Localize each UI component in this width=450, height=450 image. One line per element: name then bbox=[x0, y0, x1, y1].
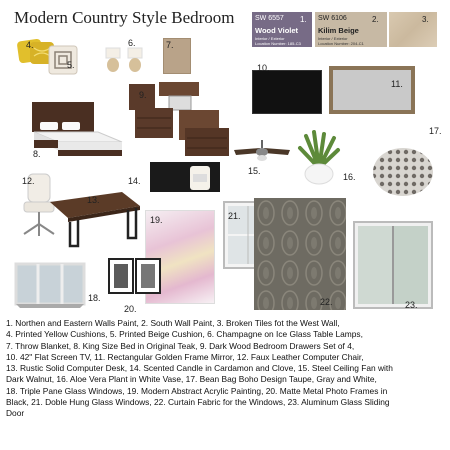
paint-swatch-kilim-beige bbox=[315, 12, 387, 47]
triple-pane-window-image bbox=[14, 262, 86, 308]
paint-swatch-wood-violet bbox=[252, 12, 312, 47]
item-number: 17. bbox=[429, 126, 442, 136]
curtain-fabric-image bbox=[254, 198, 346, 310]
item-number: 9. bbox=[139, 90, 147, 100]
swatch-subtitle: Interior / Exterior bbox=[255, 36, 285, 41]
item-number: 7. bbox=[166, 40, 174, 50]
item-number: 19. bbox=[150, 215, 163, 225]
bean-bag-image bbox=[370, 140, 436, 198]
flat-screen-tv-image bbox=[252, 70, 322, 114]
item-number: 22. bbox=[320, 297, 333, 307]
photo-frame-right bbox=[135, 258, 161, 294]
swatch-code: SW 6557 bbox=[255, 15, 284, 22]
swatch-subtitle: Interior / Exterior bbox=[318, 36, 348, 41]
item-number: 5. bbox=[67, 60, 75, 70]
caption-line: 1. Northen and Eastern Walls Paint, 2. South Wall Paint, 3. Broken Tiles fot the West Wall, bbox=[6, 318, 340, 328]
caption-line: 7. Throw Blanket, 8. King Size Bed in Original Teak, 9. Dark Wood Bedroom Drawers Set of 4, bbox=[6, 340, 355, 351]
caption-line: 10. 42" Flat Screen TV, 11. Rectangular Golden Frame Mirror, 12. Faux Leather Computer Chair, bbox=[6, 351, 364, 362]
golden-frame-mirror-image bbox=[329, 66, 415, 114]
caption-line: 13. Rustic Solid Computer Desk, 14. Scented Candle in Cardamon and Clove, 15. Steel Ceiling Fan with bbox=[6, 363, 393, 374]
page-title: Modern Country Style Bedroom bbox=[14, 8, 235, 27]
broken-tiles-swatch bbox=[389, 12, 437, 47]
item-number: 16. bbox=[343, 172, 356, 182]
photo-frame-left bbox=[108, 258, 134, 294]
item-number: 3. bbox=[422, 15, 429, 24]
item-number: 1. bbox=[300, 15, 307, 24]
caption-line: 4. Printed Yellow Cushions, 5. Printed Beige Cushion, 6. Champagne on Ice Glass Table Lamps, bbox=[6, 329, 363, 340]
caption-line: Dark Walnut, 16. Aloe Vera Plant in White Vase, 17. Bean Bag Boho Design Taupe, Gray and White, bbox=[6, 374, 377, 385]
swatch-name: Kilim Beige bbox=[318, 26, 359, 35]
sliding-glass-door-image bbox=[352, 220, 434, 310]
caption-line: Black, 21. Doble Hung Glass Windows, 22. Curtain Fabric for the Windows, 23. Aluminum Glass Sliding bbox=[6, 397, 390, 408]
item-number: 21. bbox=[228, 211, 241, 221]
item-number: 10. bbox=[257, 63, 270, 73]
swatch-location: Location Number: 185-C3 bbox=[255, 41, 301, 46]
item-list-caption bbox=[6, 318, 444, 420]
caption-line: 18. Triple Pane Glass Windows, 19. Modern Abstract Acrylic Painting, 20. Matte Metal Photo Frames in bbox=[6, 385, 388, 396]
king-size-bed-image bbox=[28, 98, 126, 160]
item-number: 18. bbox=[88, 293, 101, 303]
item-number: 12. bbox=[22, 176, 35, 186]
scented-candle-image bbox=[150, 162, 220, 192]
caption-line: Door bbox=[6, 408, 25, 419]
item-number: 2. bbox=[372, 15, 379, 24]
item-number: 23. bbox=[405, 300, 418, 310]
swatch-code: SW 6106 bbox=[318, 15, 347, 22]
item-number: 11. bbox=[391, 79, 403, 89]
item-number: 8. bbox=[33, 149, 41, 159]
item-number: 13. bbox=[87, 195, 100, 205]
item-number: 6. bbox=[128, 38, 136, 48]
ceiling-fan-image bbox=[230, 138, 294, 170]
item-number: 4. bbox=[26, 40, 34, 50]
swatch-location: Location Number: 204-C1 bbox=[318, 41, 364, 46]
item-number: 15. bbox=[248, 166, 261, 176]
item-number: 14. bbox=[128, 176, 141, 186]
item-number: 20. bbox=[124, 304, 137, 314]
table-lamps-image bbox=[100, 46, 150, 74]
aloe-vera-plant-image bbox=[296, 130, 342, 186]
swatch-name: Wood Violet bbox=[255, 26, 299, 35]
